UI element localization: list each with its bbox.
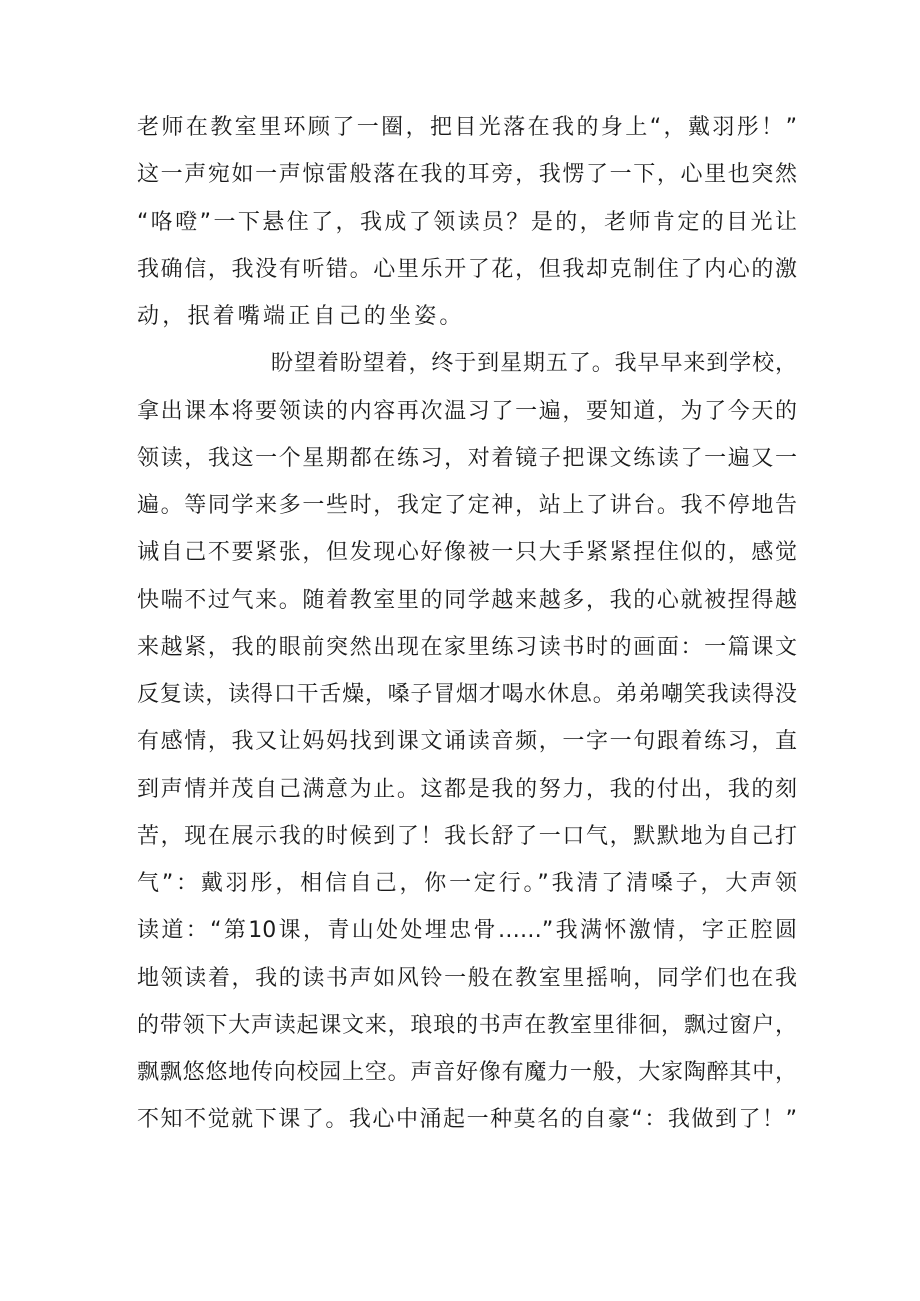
text-line: 诫自己不要紧张，但发现心好像被一只大手紧紧捏住似的，感觉: [137, 540, 797, 566]
body-text: [137, 104, 797, 1144]
text-line: 领读，我这一个星期都在练习，对着镜子把课文练读了一遍又一: [137, 445, 797, 471]
text-line: 飘飘悠悠地传向校园上空。声音好像有魔力一般，大家陶醉其中，: [137, 1060, 797, 1085]
text-line: “咯噔”一下悬住了，我成了领读员？是的，老师肯定的目光让: [137, 209, 797, 235]
text-line: 有感情，我又让妈妈找到课文诵读音频，一字一句跟着练习，直: [137, 729, 797, 755]
text-line: 遍。等同学来多一些时，我定了定神，站上了讲台。我不停地告: [137, 493, 797, 518]
text-line: 苦，现在展示我的时候到了！我长舒了一口气，默默地为自己打: [137, 823, 797, 849]
text-line: 我确信，我没有听错。心里乐开了花，但我却克制住了内心的激: [137, 256, 797, 282]
text-line: 盼望着盼望着，终于到星期五了。我早早来到学校，: [271, 351, 797, 377]
text-line: 的带领下大声读起课文来，琅琅的书声在教室里徘徊，飘过窗户，: [137, 1012, 797, 1038]
text-line: 这一声宛如一声惊雷般落在我的耳旁，我愣了一下，心里也突然: [137, 162, 797, 188]
text-line: 地领读着，我的读书声如风铃一般在教室里摇响，同学们也在我: [137, 965, 797, 991]
text-line: 气”：戴羽彤，相信自己，你一定行。”我清了清嗓子，大声领: [137, 871, 797, 896]
text-line: 老师在教室里环顾了一圈，把目光落在我的身上“，戴羽彤！”: [137, 115, 797, 140]
text-line: 快喘不过气来。随着教室里的同学越来越多，我的心就被捏得越: [137, 587, 797, 613]
text-line: 反复读，读得口干舌燥，嗓子冒烟才喝水休息。弟弟嘲笑我读得没: [137, 682, 797, 707]
text-line: 不知不觉就下课了。我心中涌起一种莫名的自豪“：我做到了！”: [137, 1107, 797, 1133]
text-line: 动，抿着嘴端正自己的坐姿。: [137, 304, 465, 329]
text-line: 拿出课本将要领读的内容再次温习了一遍，要知道，为了今天的: [137, 398, 797, 424]
text-line: 到声情并茂自己满意为止。这都是我的努力，我的付出，我的刻: [137, 776, 797, 802]
text-line: 读道：“第10课，青山处处埋忠骨……”我满怀激情，字正腔圆: [137, 918, 797, 944]
text-line: 来越紧，我的眼前突然出现在家里练习读书时的画面：一篇课文: [137, 634, 797, 660]
